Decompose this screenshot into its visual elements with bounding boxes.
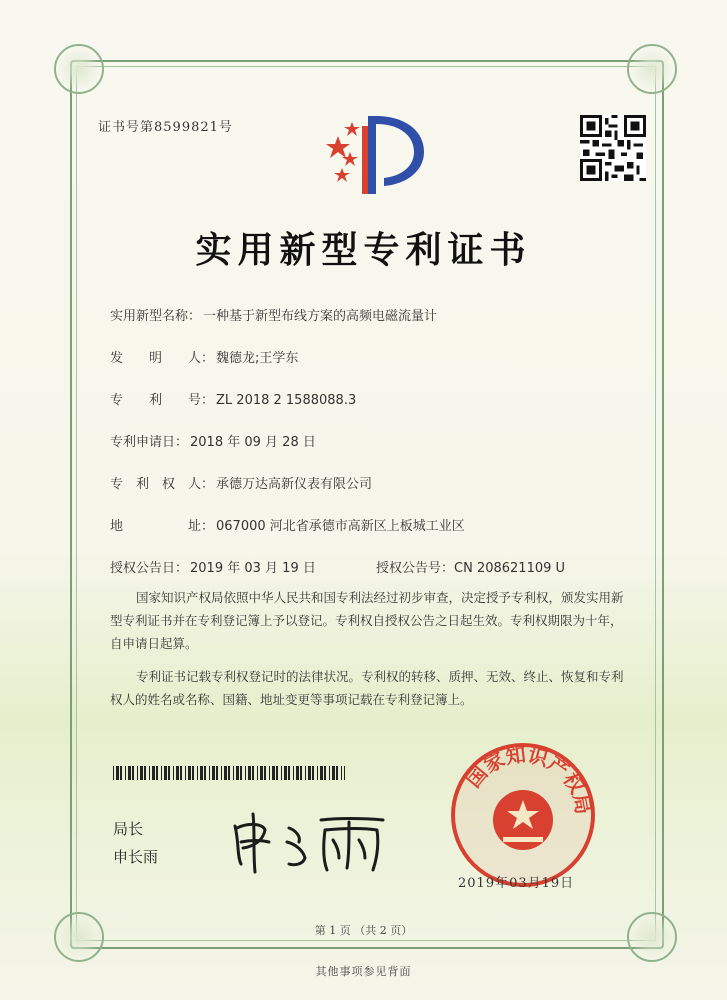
footer-note: 其他事项参见背面: [315, 965, 412, 978]
seal-text: 国家知识产权局: [461, 742, 596, 817]
handwritten-signature: [225, 806, 390, 876]
field-label: 地 址：: [110, 519, 215, 534]
field-value: 承德万达高新仪表有限公司: [216, 477, 373, 492]
field-label: 专利申请日：: [110, 435, 189, 450]
field-value: 2018 年 09 月 28 日: [190, 435, 316, 450]
official-seal-icon: [448, 740, 598, 890]
field-value: ZL 2018 2 1588088.3: [216, 393, 357, 408]
body-paragraph-1: 国家知识产权局依照中华人民共和国专利法经过初步审查，决定授予专利权，颁发实用新型专利证书并在专利登记簿上予以登记。专利权自授权公告之日起生效。专利权期限为十年，自申请日起算。: [110, 590, 624, 651]
field-filing-date: [110, 431, 316, 450]
field-label: 专 利 权 人：: [110, 477, 215, 492]
page-number: 第 1 页 （共 2 页）: [314, 924, 413, 937]
field-inventor: [110, 347, 298, 366]
seal-date: 2019年03月19日: [458, 876, 575, 891]
corner-ornament-top-left: [54, 44, 104, 94]
field-patent-holder: [110, 473, 372, 492]
field-value: 2019 年 03 月 19 日: [190, 561, 316, 576]
certificate-title: 实用新型专利证书: [195, 229, 532, 271]
field-value: 067000 河北省承德市高新区上板城工业区: [216, 519, 465, 534]
barcode-icon: [113, 766, 345, 780]
field-value: 一种基于新型布线方案的高频电磁流量计: [203, 309, 438, 324]
field-label: 专 利 号：: [110, 393, 215, 408]
certificate-body-text: [110, 586, 630, 711]
field-label: 实用新型名称：: [110, 309, 202, 324]
field-grant-number: [376, 557, 565, 576]
signatory-name: 申长雨: [113, 848, 159, 866]
qr-code-icon: [580, 115, 646, 181]
field-patent-number: [110, 389, 356, 408]
body-paragraph-2: 专利证书记载专利权登记时的法律状况。专利权的转移、质押、无效、终止、恢复和专利权人的姓名或名称、国籍、地址变更等事项记载在专利登记簿上。: [110, 669, 624, 707]
field-label: 授权公告日：: [110, 561, 189, 576]
field-grant-date: [110, 557, 316, 576]
certificate-number: 证书号第8599821号: [98, 120, 233, 135]
corner-ornament-top-right: [627, 44, 677, 94]
signatory-title: 局长: [113, 820, 144, 838]
patent-office-emblem-icon: [316, 108, 436, 198]
field-address: [110, 515, 465, 534]
field-utility-model-name: [110, 305, 437, 324]
field-value: CN 208621109 U: [454, 561, 566, 576]
field-label: 授权公告号：: [376, 561, 455, 576]
field-value: 魏德龙;王学东: [216, 351, 299, 366]
field-label: 发 明 人：: [110, 351, 215, 366]
